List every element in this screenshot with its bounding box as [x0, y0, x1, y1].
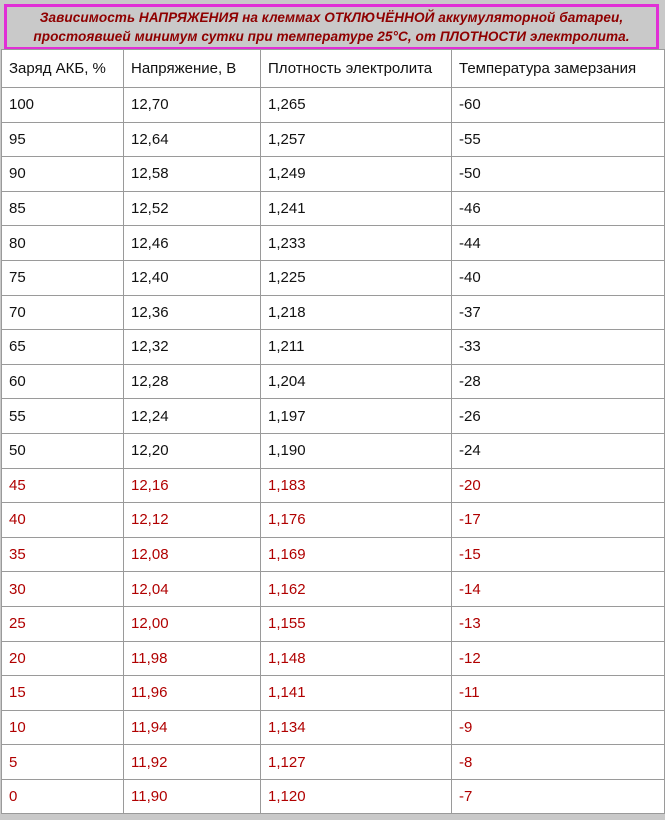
table-row — [2, 399, 665, 434]
cell-charge: 40 — [2, 503, 124, 538]
cell-voltage: 12,32 — [124, 330, 261, 365]
cell-density: 1,176 — [261, 503, 452, 538]
cell-voltage: 12,16 — [124, 468, 261, 503]
table-row — [2, 157, 665, 192]
cell-charge: 70 — [2, 295, 124, 330]
cell-voltage: 12,64 — [124, 122, 261, 157]
cell-voltage: 12,20 — [124, 433, 261, 468]
header-density: Плотность электролита — [261, 50, 452, 88]
cell-freeze-temp: -33 — [452, 330, 665, 365]
battery-table — [1, 49, 665, 814]
cell-charge: 55 — [2, 399, 124, 434]
cell-freeze-temp: -60 — [452, 88, 665, 123]
cell-voltage: 12,40 — [124, 260, 261, 295]
header-voltage: Напряжение, В — [124, 50, 261, 88]
cell-density: 1,241 — [261, 191, 452, 226]
cell-voltage: 12,58 — [124, 157, 261, 192]
cell-freeze-temp: -20 — [452, 468, 665, 503]
cell-freeze-temp: -14 — [452, 572, 665, 607]
cell-freeze-temp: -9 — [452, 710, 665, 745]
cell-density: 1,197 — [261, 399, 452, 434]
cell-freeze-temp: -7 — [452, 779, 665, 814]
cell-charge: 80 — [2, 226, 124, 261]
cell-density: 1,211 — [261, 330, 452, 365]
cell-freeze-temp: -28 — [452, 364, 665, 399]
cell-charge: 20 — [2, 641, 124, 676]
cell-charge: 85 — [2, 191, 124, 226]
cell-voltage: 11,92 — [124, 745, 261, 780]
cell-charge: 10 — [2, 710, 124, 745]
cell-freeze-temp: -24 — [452, 433, 665, 468]
table-row — [2, 503, 665, 538]
cell-voltage: 12,04 — [124, 572, 261, 607]
cell-charge: 90 — [2, 157, 124, 192]
cell-charge: 75 — [2, 260, 124, 295]
cell-density: 1,218 — [261, 295, 452, 330]
cell-charge: 25 — [2, 606, 124, 641]
table-row — [2, 537, 665, 572]
cell-density: 1,233 — [261, 226, 452, 261]
title-banner — [4, 4, 659, 50]
cell-voltage: 12,70 — [124, 88, 261, 123]
cell-freeze-temp: -26 — [452, 399, 665, 434]
cell-freeze-temp: -50 — [452, 157, 665, 192]
cell-density: 1,204 — [261, 364, 452, 399]
cell-density: 1,169 — [261, 537, 452, 572]
table-row — [2, 330, 665, 365]
cell-voltage: 12,08 — [124, 537, 261, 572]
cell-density: 1,183 — [261, 468, 452, 503]
cell-freeze-temp: -11 — [452, 676, 665, 711]
table-row — [2, 572, 665, 607]
cell-voltage: 12,36 — [124, 295, 261, 330]
title-line-1: Зависимость НАПРЯЖЕНИЯ на клеммах ОТКЛЮЧЁННОЙ аккумуляторной батареи, — [39, 10, 624, 25]
table-row — [2, 226, 665, 261]
cell-freeze-temp: -12 — [452, 641, 665, 676]
table-row — [2, 295, 665, 330]
cell-freeze-temp: -17 — [452, 503, 665, 538]
cell-voltage: 11,90 — [124, 779, 261, 814]
table-row — [2, 710, 665, 745]
cell-density: 1,162 — [261, 572, 452, 607]
cell-charge: 15 — [2, 676, 124, 711]
cell-voltage: 11,98 — [124, 641, 261, 676]
cell-voltage: 11,96 — [124, 676, 261, 711]
header-freeze-temp: Температура замерзания — [452, 50, 665, 88]
table-row — [2, 260, 665, 295]
cell-density: 1,127 — [261, 745, 452, 780]
cell-charge: 60 — [2, 364, 124, 399]
table-row — [2, 191, 665, 226]
cell-freeze-temp: -40 — [452, 260, 665, 295]
cell-charge: 45 — [2, 468, 124, 503]
cell-freeze-temp: -46 — [452, 191, 665, 226]
cell-density: 1,190 — [261, 433, 452, 468]
table-body — [2, 88, 665, 814]
table-header-row — [2, 50, 665, 88]
cell-freeze-temp: -37 — [452, 295, 665, 330]
cell-freeze-temp: -13 — [452, 606, 665, 641]
cell-freeze-temp: -44 — [452, 226, 665, 261]
cell-voltage: 12,12 — [124, 503, 261, 538]
cell-density: 1,141 — [261, 676, 452, 711]
cell-density: 1,120 — [261, 779, 452, 814]
table-row — [2, 779, 665, 814]
table-row — [2, 88, 665, 123]
cell-voltage: 12,24 — [124, 399, 261, 434]
table-row — [2, 468, 665, 503]
cell-density: 1,155 — [261, 606, 452, 641]
table-row — [2, 122, 665, 157]
cell-voltage: 11,94 — [124, 710, 261, 745]
table-row — [2, 641, 665, 676]
cell-charge: 95 — [2, 122, 124, 157]
cell-charge: 5 — [2, 745, 124, 780]
cell-density: 1,225 — [261, 260, 452, 295]
cell-charge: 35 — [2, 537, 124, 572]
cell-density: 1,148 — [261, 641, 452, 676]
cell-voltage: 12,28 — [124, 364, 261, 399]
cell-charge: 100 — [2, 88, 124, 123]
cell-charge: 30 — [2, 572, 124, 607]
cell-freeze-temp: -15 — [452, 537, 665, 572]
header-charge: Заряд АКБ, % — [2, 50, 124, 88]
cell-density: 1,265 — [261, 88, 452, 123]
cell-voltage: 12,00 — [124, 606, 261, 641]
cell-density: 1,257 — [261, 122, 452, 157]
cell-charge: 50 — [2, 433, 124, 468]
title-line-2: простоявшей минимум сутки при температуре 25°С, от ПЛОТНОСТИ электролита. — [33, 29, 630, 44]
table-row — [2, 433, 665, 468]
table-row — [2, 745, 665, 780]
cell-density: 1,134 — [261, 710, 452, 745]
cell-density: 1,249 — [261, 157, 452, 192]
cell-freeze-temp: -55 — [452, 122, 665, 157]
cell-voltage: 12,52 — [124, 191, 261, 226]
table-row — [2, 606, 665, 641]
table-row — [2, 364, 665, 399]
cell-charge: 65 — [2, 330, 124, 365]
cell-voltage: 12,46 — [124, 226, 261, 261]
table-row — [2, 676, 665, 711]
cell-freeze-temp: -8 — [452, 745, 665, 780]
cell-charge: 0 — [2, 779, 124, 814]
